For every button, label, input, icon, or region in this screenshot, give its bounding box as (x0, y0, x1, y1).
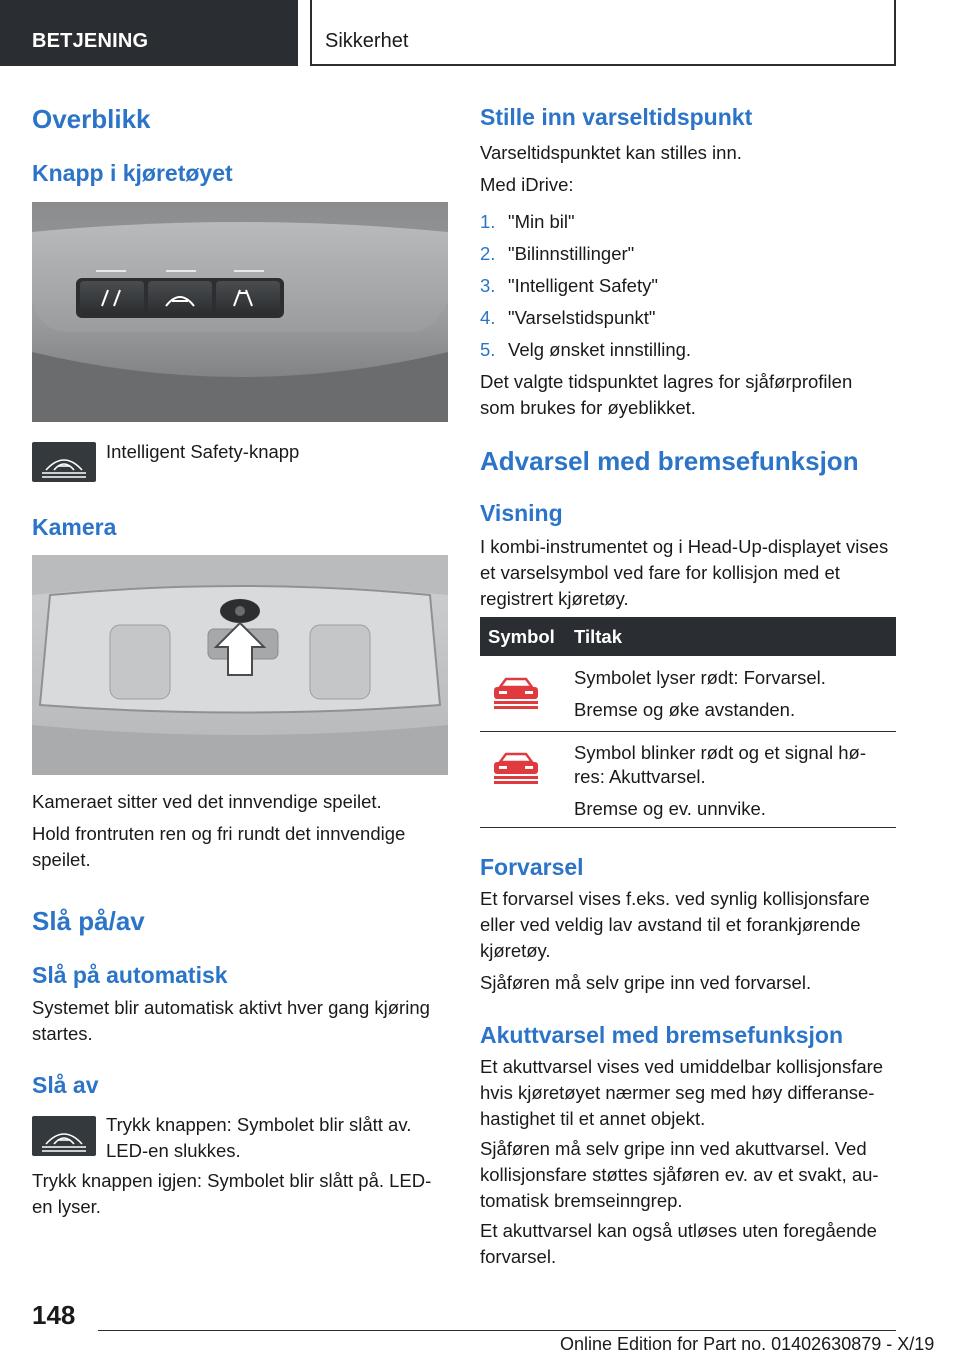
heading-akuttvarsel: Akuttvarsel med bremsefunksjon (480, 1022, 844, 1048)
section-title: BETJENING (32, 30, 149, 52)
car-warning-icon (486, 671, 546, 715)
step-item: 2. "Bilinnstillinger" (480, 243, 635, 264)
col-symbol: Symbol (488, 626, 555, 647)
akutt-text-2: Sjåføren må selv gripe inn ved akuttvarsel. Ved kollisjonsfare støttes sjåføren ev. av et svakt, au-tomatisk bremseinngrep. (480, 1138, 879, 1211)
car-warning-icon (486, 746, 546, 790)
stille-text-2: Med iDrive: (480, 174, 574, 195)
heading-advarsel: Advarsel med bremsefunksjon (480, 446, 859, 476)
step-item: 3. "Intelligent Safety" (480, 275, 658, 296)
safety-button-icon-2 (32, 1116, 96, 1156)
av-caption-1: Trykk knappen: Symbolet blir slått av. (106, 1114, 412, 1135)
kamera-text-2: Hold frontruten ren og fri rundt det innvendige speilet. (32, 823, 406, 870)
table-bottom-line (480, 827, 896, 828)
row2-line-2: res: Akuttvarsel. (574, 766, 706, 787)
heading-sla-pa-automatisk: Slå på automatisk (32, 962, 228, 988)
chapter-title: Sikkerhet (325, 30, 409, 52)
akutt-text-1: Et akuttvarsel vises ved umiddelbar kollisjonsfare hvis kjøretøyet nærmer seg med høy differanse-hastighet til et annet objekt. (480, 1056, 884, 1129)
page-header (0, 0, 960, 66)
col-tiltak: Tiltak (574, 626, 622, 647)
page-number: 148 (32, 1300, 76, 1330)
chapter-tab (310, 0, 896, 66)
heading-kamera: Kamera (32, 514, 117, 540)
heading-knapp: Knapp i kjøretøyet (32, 160, 233, 186)
heading-visning: Visning (480, 500, 563, 526)
heading-overblikk: Overblikk (32, 104, 151, 134)
stille-text-3: Det valgte tidspunktet lagres for sjåførprofilen som brukes for øyeblikket. (480, 371, 853, 418)
safety-button-icon (32, 442, 96, 482)
av-text: Trykk knappen igjen: Symbolet blir slått på. LED-en lyser. (32, 1170, 432, 1217)
step-item: 5. Velg ønsket innstilling. (480, 339, 692, 360)
section-tab (0, 0, 298, 66)
heading-sla-av: Slå av (32, 1072, 99, 1098)
table-divider (480, 731, 896, 732)
av-caption-2: LED-en slukkes. (106, 1140, 241, 1161)
row1-line-1: Symbolet lyser rødt: Forvarsel. (574, 667, 826, 688)
row1-line-2: Bremse og øke avstanden. (574, 699, 796, 720)
row2-line-3: Bremse og ev. unnvike. (574, 798, 766, 819)
buttons-photo (32, 202, 448, 422)
kamera-text-1: Kameraet sitter ved det innvendige speilet. (32, 791, 382, 812)
camera-photo (32, 555, 448, 775)
heading-stille-inn: Stille inn varseltidspunkt (480, 104, 753, 130)
forvarsel-text-1: Et forvarsel vises f.eks. ved synlig kollisjonsfare eller ved veldig lav avstand til et forankjørende kjøretøy. (480, 888, 870, 961)
button-caption: Intelligent Safety-knapp (106, 441, 300, 462)
auto-text: Systemet blir automatisk aktivt hver gang kjøring startes. (32, 997, 430, 1044)
footer-divider (98, 1330, 896, 1331)
stille-text-1: Varseltidspunktet kan stilles inn. (480, 142, 742, 163)
akutt-text-3: Et akuttvarsel kan også utløses uten foregående forvarsel. (480, 1220, 877, 1267)
edition-text: Online Edition for Part no. 01402630879 - X/19 (560, 1334, 935, 1354)
row2-line-1: Symbol blinker rødt og et signal hø- (574, 742, 867, 763)
heading-forvarsel: Forvarsel (480, 854, 584, 880)
step-item: 4. "Varselstidspunkt" (480, 307, 656, 328)
visning-text: I kombi-instrumentet og i Head-Up-displayet vises et varselsymbol ved fare for kollisjon med et registrert kjøretøy. (480, 536, 889, 609)
forvarsel-text-2: Sjåføren må selv gripe inn ved forvarsel. (480, 972, 812, 993)
heading-sla-pa-av: Slå på/av (32, 906, 145, 936)
table-header (480, 617, 896, 656)
step-item: 1. "Min bil" (480, 211, 575, 232)
